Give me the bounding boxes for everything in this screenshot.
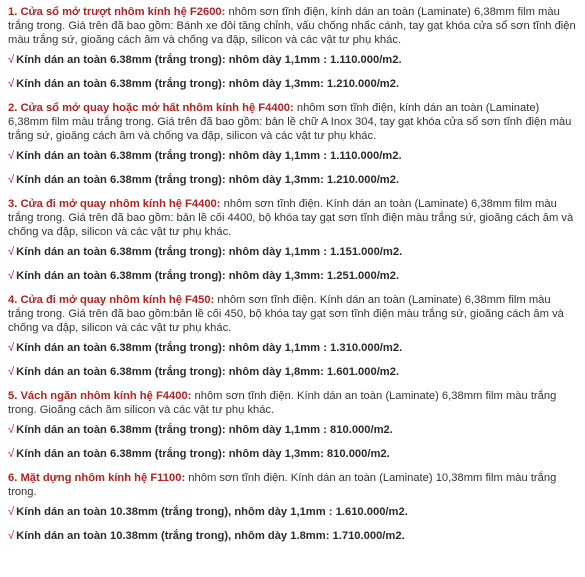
section-1	[8, 5, 577, 91]
check-icon: √	[8, 78, 15, 90]
section-title: 2. Cửa sổ mở quay hoặc mở hất nhôm kính hệ F4400:	[8, 102, 294, 114]
check-icon: √	[8, 150, 15, 162]
check-icon: √	[8, 506, 15, 518]
check-icon: √	[8, 530, 15, 542]
check-icon: √	[8, 174, 15, 186]
section-title: 4. Cửa đi mở quay nhôm kính hệ F450:	[8, 294, 215, 306]
check-icon: √	[8, 424, 15, 436]
price-text: Kính dán an toàn 10.38mm (trắng trong), nhôm dày 1,1mm : 1.610.000/m2.	[16, 506, 408, 518]
price-text: Kính dán an toàn 6.38mm (trắng trong): nhôm dày 1,1mm : 1.151.000/m2.	[16, 246, 403, 258]
price-text: Kính dán an toàn 6.38mm (trắng trong): nhôm dày 1,1mm : 1.110.000/m2.	[16, 150, 402, 162]
section-title: 1. Cửa sổ mở trượt nhôm kính hệ F2600:	[8, 6, 226, 18]
section-3	[8, 197, 577, 283]
section-text: nhôm sơn tĩnh điện. Kính dán an toàn (Laminate) 10,38mm film màu trắng trong.	[8, 472, 557, 498]
section-title: 5. Vách ngăn nhôm kính hệ F4400:	[8, 390, 192, 402]
price-line	[8, 149, 577, 163]
price-line	[8, 53, 577, 67]
price-line	[8, 529, 577, 543]
check-icon: √	[8, 54, 15, 66]
price-line	[8, 423, 577, 437]
section-text: nhôm sơn tĩnh điện. Kính dán an toàn (Laminate) 6,38mm film màu trắng trong. Giá trên đã bao gồm: bản lề cối 4400, bộ khóa tay gạt sơn tĩnh điện màu trắng sứ, gioăng cách âm và chống va đập, silicon và các vật tư phụ khác.	[8, 198, 574, 238]
check-icon: √	[8, 342, 15, 354]
price-line	[8, 341, 577, 355]
price-text: Kính dán an toàn 6.38mm (trắng trong): nhôm dày 1,1mm : 1.310.000/m2.	[16, 342, 403, 354]
check-icon: √	[8, 270, 15, 282]
price-text: Kính dán an toàn 6.38mm (trắng trong): nhôm dày 1,8mm: 1.601.000/m2.	[16, 366, 400, 378]
price-text: Kính dán an toàn 6.38mm (trắng trong): nhôm dày 1,3mm: 1.210.000/m2.	[16, 78, 400, 90]
section-6	[8, 471, 577, 543]
price-text: Kính dán an toàn 6.38mm (trắng trong): nhôm dày 1,3mm: 1.251.000/m2.	[16, 270, 400, 282]
section-description	[8, 5, 577, 47]
price-line	[8, 77, 577, 91]
section-description	[8, 389, 577, 417]
check-icon: √	[8, 366, 15, 378]
price-line	[8, 173, 577, 187]
check-icon: √	[8, 448, 15, 460]
price-line	[8, 245, 577, 259]
section-4	[8, 293, 577, 379]
section-description	[8, 471, 577, 499]
price-line	[8, 447, 577, 461]
section-text: nhôm sơn tĩnh điện. Kính dán an toàn (Laminate) 6,38mm film màu trắng trong. Gioăng cách âm silicon và các vật tư phụ khác.	[8, 390, 557, 416]
section-title: 6. Mặt dựng nhôm kính hệ F1100:	[8, 472, 186, 484]
price-line	[8, 505, 577, 519]
section-description	[8, 293, 577, 335]
check-icon: √	[8, 246, 15, 258]
price-text: Kính dán an toàn 6.38mm (trắng trong): nhôm dày 1,3mm: 1.210.000/m2.	[16, 174, 400, 186]
section-text: nhôm sơn tĩnh điện, kính dán an toàn (Laminate) 6,38mm film màu trắng trong. Giá trên đã bao gồm: bản lề chữ A Inox 304, tay gạt khóa cửa sổ sơn tĩnh điện màu trắng sứ, gioăng cách âm và chống va đập, silicon và các vật tư phụ khác.	[8, 102, 572, 142]
price-line	[8, 365, 577, 379]
section-title: 3. Cửa đi mở quay nhôm kính hệ F4400:	[8, 198, 221, 210]
price-text: Kính dán an toàn 10.38mm (trắng trong), nhôm dày 1.8mm: 1.710.000/m2.	[16, 530, 405, 542]
price-text: Kính dán an toàn 6.38mm (trắng trong): nhôm dày 1,1mm : 810.000/m2.	[16, 424, 393, 436]
price-text: Kính dán an toàn 6.38mm (trắng trong): nhôm dày 1,1mm : 1.110.000/m2.	[16, 54, 402, 66]
section-2	[8, 101, 577, 187]
price-line	[8, 269, 577, 283]
section-text: nhôm sơn tĩnh điện. Kính dán an toàn (Laminate) 6,38mm film màu trắng trong. Giá trên đã bao gồm:bản lề cối 450, bộ khóa tay gạt sơn tĩnh điện màu trắng sứ, gioăng cách âm và chống va đập, silicon và các vật tư phụ khác.	[8, 294, 564, 334]
section-5	[8, 389, 577, 461]
section-description	[8, 101, 577, 143]
price-text: Kính dán an toàn 6.38mm (trắng trong): nhôm dày 1,3mm: 810.000/m2.	[16, 448, 390, 460]
section-description	[8, 197, 577, 239]
section-text: nhôm sơn tĩnh điện, kính dán an toàn (Laminate) 6,38mm film màu trắng trong. Giá trên đã bao gồm: Bánh xe đôi tăng chỉnh, vấu chống nhấc cánh, tay gạt khóa cửa sổ sơn tĩnh điện màu trắng sứ, gioăng cách âm và chống va đập, silicon và các vật tư phụ khác.	[8, 6, 576, 46]
